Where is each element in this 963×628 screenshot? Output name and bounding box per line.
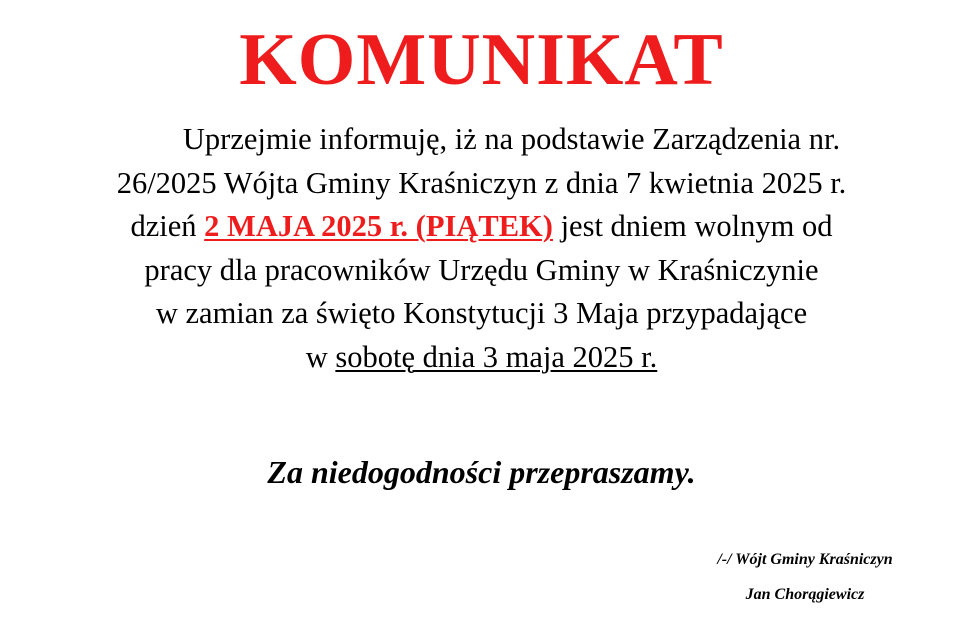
paragraph-line-4: pracy dla pracowników Urzędu Gminy w Kraśniczynie: [144, 252, 819, 287]
paragraph-line-3-suffix: jest dniem wolnym od: [552, 209, 833, 243]
paragraph-line-1-text: Uprzejmie informuję, iż na podstawie Zarządzenia nr.: [182, 122, 841, 156]
paragraph-line-1: [0, 118, 963, 162]
signature-role: /-/ Wójt Gminy Kraśniczyn: [717, 551, 893, 568]
document-title: KOMUNIKAT: [239, 19, 724, 101]
paragraph-line-5: w zamian za święto Konstytucji 3 Maja przypadające: [155, 296, 808, 330]
apology-text: Za niedogodności przepraszamy.: [267, 454, 696, 490]
signature-name: Jan Chorągiewicz: [745, 586, 865, 603]
paragraph-line-6-prefix: w: [305, 339, 336, 374]
paragraph-line-6: [0, 336, 963, 380]
paragraph-line-3: [0, 205, 963, 249]
day-off-date-highlight: 2 MAJA 2025 r. (PIĄTEK): [204, 209, 553, 243]
announcement-paragraph: [0, 118, 963, 379]
paragraph-line-2: 26/2025 Wójta Gminy Kraśniczyn z dnia 7 kwietnia 2025 r.: [116, 165, 847, 200]
paragraph-line-3-prefix: dzień: [130, 209, 205, 243]
holiday-date-underlined: sobotę dnia 3 maja 2025 r.: [335, 339, 658, 374]
